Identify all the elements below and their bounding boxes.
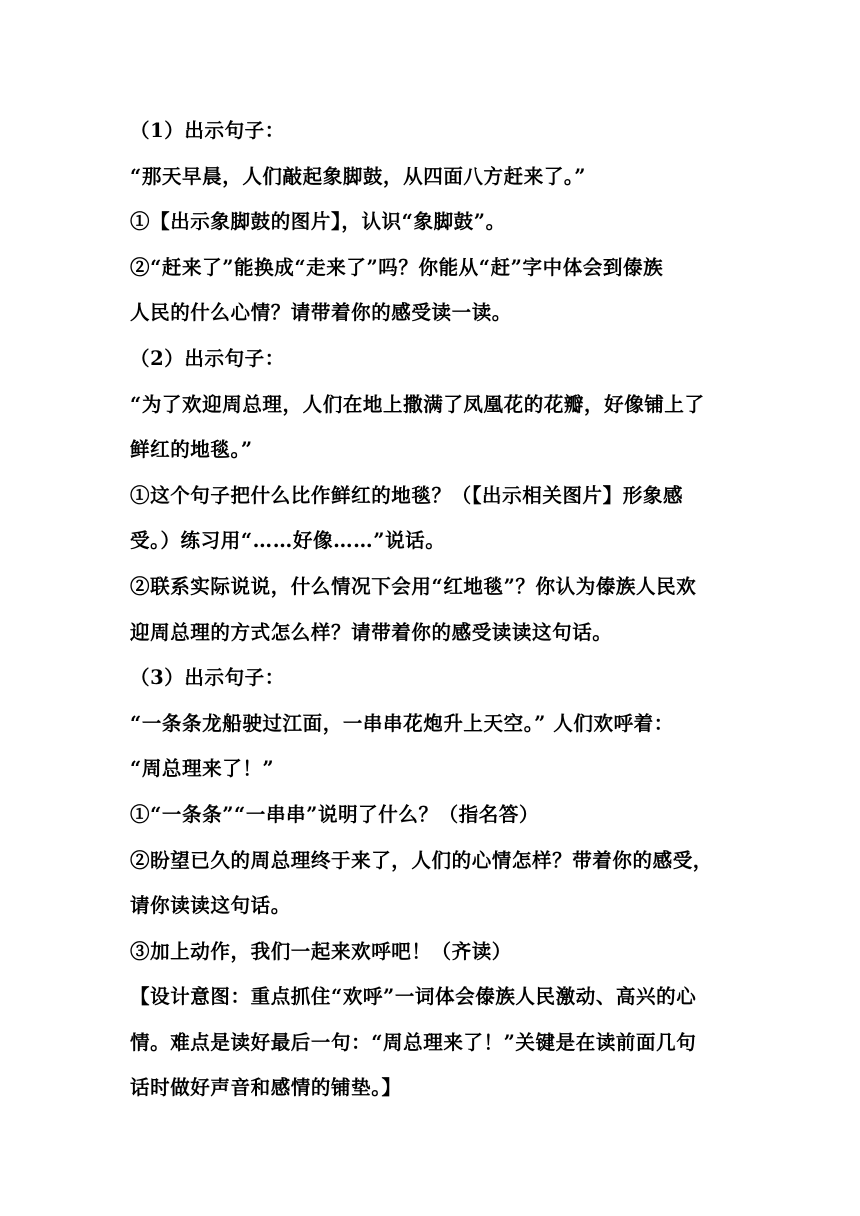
design-intent-note-continued: 情。难点是读好最后一句：“周总理来了！”关键是在读前面几句 (130, 1030, 697, 1054)
step-line: ①这个句子把什么比作鲜红的地毯？（【出示相关图片】形象感 (130, 483, 684, 507)
quoted-sentence-2-continued: 鲜红的地毯。” (130, 438, 253, 462)
step-line-continued: 受。）练习用“……好像……”说话。 (130, 529, 446, 553)
step-line-continued: 迎周总理的方式怎么样？请带着你的感受读读这句话。 (130, 620, 613, 644)
quoted-sentence-2: “为了欢迎周总理，人们在地上撒满了凤凰花的花瓣，好像铺上了 (130, 392, 705, 416)
section-heading-3: （3）出示句子： (130, 666, 285, 690)
step-line: ②盼望已久的周总理终于来了，人们的心情怎样？带着你的感受， (130, 848, 713, 872)
design-intent-note-continued: 话时做好声音和感情的铺垫。】 (130, 1076, 402, 1100)
step-line: ②联系实际说说，什么情况下会用“红地毯”？你认为傣族人民欢 (130, 574, 697, 598)
document-body (130, 108, 730, 1111)
quoted-sentence-1: “那天早晨，人们敲起象脚鼓，从四面八方赶来了。” (130, 164, 587, 188)
step-line: ②“赶来了”能换成“走来了”吗？你能从“赶”字中体会到傣族 (130, 255, 664, 279)
section-heading-1: （1）出示句子： (130, 119, 285, 142)
step-line-continued: 人民的什么心情？请带着你的感受读一读。 (130, 301, 512, 325)
section-heading-2: （2）出示句子： (130, 346, 285, 370)
design-intent-note: 【设计意图：重点抓住“欢呼”一词体会傣族人民激动、高兴的心 (130, 985, 697, 1009)
step-line: ③加上动作，我们一起来欢呼吧！（齐读） (130, 939, 512, 963)
step-line: ①“一条条”“一串串”说明了什么？（指名答） (130, 802, 540, 826)
step-line-continued: 请你读读这句话。 (130, 894, 291, 918)
step-line: ①【出示象脚鼓的图片】，认识“象脚鼓”。 (130, 210, 506, 234)
quoted-sentence-3: “一条条龙船驶过江面，一串串花炮升上天空。” 人们欢呼着： (130, 711, 674, 735)
quoted-sentence-3-continued: “周总理来了！” (130, 757, 275, 781)
